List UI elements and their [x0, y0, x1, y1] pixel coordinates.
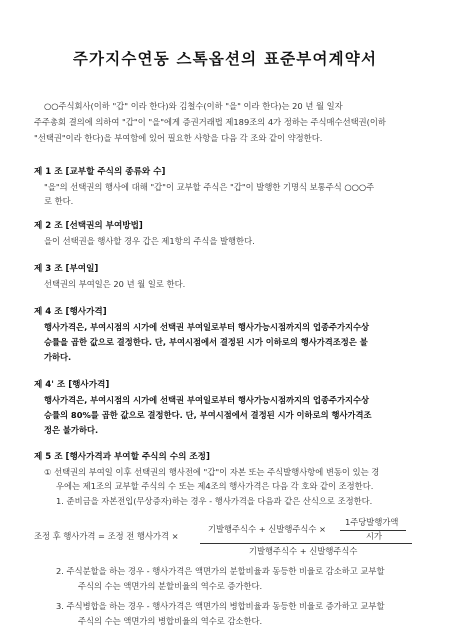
formula-inner-denominator: 시가 [366, 531, 383, 541]
article-4b-heading: 제 4' 조 [행사가격] [34, 380, 110, 390]
article-5-item-1-line-2: 우에는 제1조의 교부할 주식의 수 또는 제4조의 행사가격은 다음 각 호와 같이 조정한다. [56, 481, 374, 491]
intro-line-3: "선택권"이라 한다)을 부여함에 있어 필요한 사항을 다음 각 조와 같이 약정한다. [34, 133, 323, 143]
article-4-line-1: 행사가격은, 부여시점의 시가에 선택권 부여일로부터 행사가능시점까지의 업종주가지수상 [44, 322, 370, 332]
article-5-sub-2-line-1: 2. 주식분할을 하는 경우 - 행사가격은 액면가의 분할비율과 동등한 비율로 감소하고 교부할 [56, 566, 385, 576]
formula-lhs: 조정 후 행사가격 = 조정 전 행사가격 × [34, 531, 179, 541]
formula-numerator-left: 기발행주식수 + 신발행주식수 × [208, 524, 326, 534]
article-4b-line-2: 승률의 80%를 곱한 값으로 결정한다. 단, 부여시점에서 결정된 시가 이하로의 행사가격조 [44, 410, 372, 420]
article-4-line-2: 승률을 곱한 값으로 결정한다. 단, 부여시점에서 결정된 시가 이하로의 행사가격조정은 불 [44, 337, 368, 347]
article-5-sub-1: 1. 준비금을 자본전입(무상증자)하는 경우 - 행사가격을 다음과 같은 산식으로 조정한다. [56, 496, 373, 506]
article-5-sub-3-line-1: 3. 주식병합을 하는 경우 - 행사가격은 액면가의 병합비율과 동등한 비율로 증가하고 교부할 [56, 601, 385, 611]
article-4b-line-1: 행사가격은, 부여시점의 시가에 선택권 부여일로부터 행사가능시점까지의 업종주가지수상 [44, 395, 370, 405]
article-2-heading: 제 2 조 [선택권의 부여방법] [34, 221, 143, 231]
formula-main-fraction-line [200, 543, 412, 544]
formula-inner-numerator: 1주당발행가액 [345, 517, 399, 527]
article-1-line-1: "을"의 선택권의 행사에 대해 "갑"이 교부할 주식은 "갑"이 발행한 기명식 보통주식 ○○○주 [44, 182, 375, 192]
article-5-item-1-line-1: ① 선택권의 부여일 이후 선택권의 행사전에 "갑"이 자본 또는 주식발행사항에 변동이 있는 경 [44, 467, 380, 477]
article-4b-line-3: 정은 불가하다. [44, 425, 99, 435]
intro-line-2: 주주총회 결의에 의하여 "갑"이 "을"에게 증권거래법 제189조의 4가 정하는 주식매수선택권(이하 [34, 117, 386, 127]
article-5-sub-3-line-2: 주식의 수는 액면가의 병합비율의 역수로 감소한다. [78, 616, 263, 626]
article-3-line-1: 선택권의 부여일은 20 년 월 일로 한다. [44, 279, 186, 289]
article-2-line-1: 을이 선택권을 행사할 경우 갑은 제1항의 주식을 발행한다. [44, 236, 255, 246]
document-title: 주가지수연동 스톡옵션의 표준부여계약서 [72, 49, 378, 68]
article-5-heading: 제 5 조 [행사가격과 부여할 주식의 수의 조정] [34, 452, 210, 462]
article-4-line-3: 가하다. [44, 352, 72, 362]
formula-denominator: 기발행주식수 + 신발행주식수 [249, 546, 358, 556]
article-1-line-2: 로 한다. [44, 196, 74, 206]
article-4-heading: 제 4 조 [행사가격] [34, 307, 107, 317]
article-1-heading: 제 1 조 [교부할 주식의 종류와 수] [34, 167, 166, 177]
article-3-heading: 제 3 조 [부여일] [34, 264, 99, 274]
intro-line-1: ○○주식회사(이하 "갑" 이라 한다)와 김철수(이하 "을" 이라 한다)는 20 년 월 일자 [44, 101, 343, 111]
article-5-sub-2-line-2: 주식의 수는 액면가의 분할비율의 역수로 증가한다. [78, 581, 263, 591]
